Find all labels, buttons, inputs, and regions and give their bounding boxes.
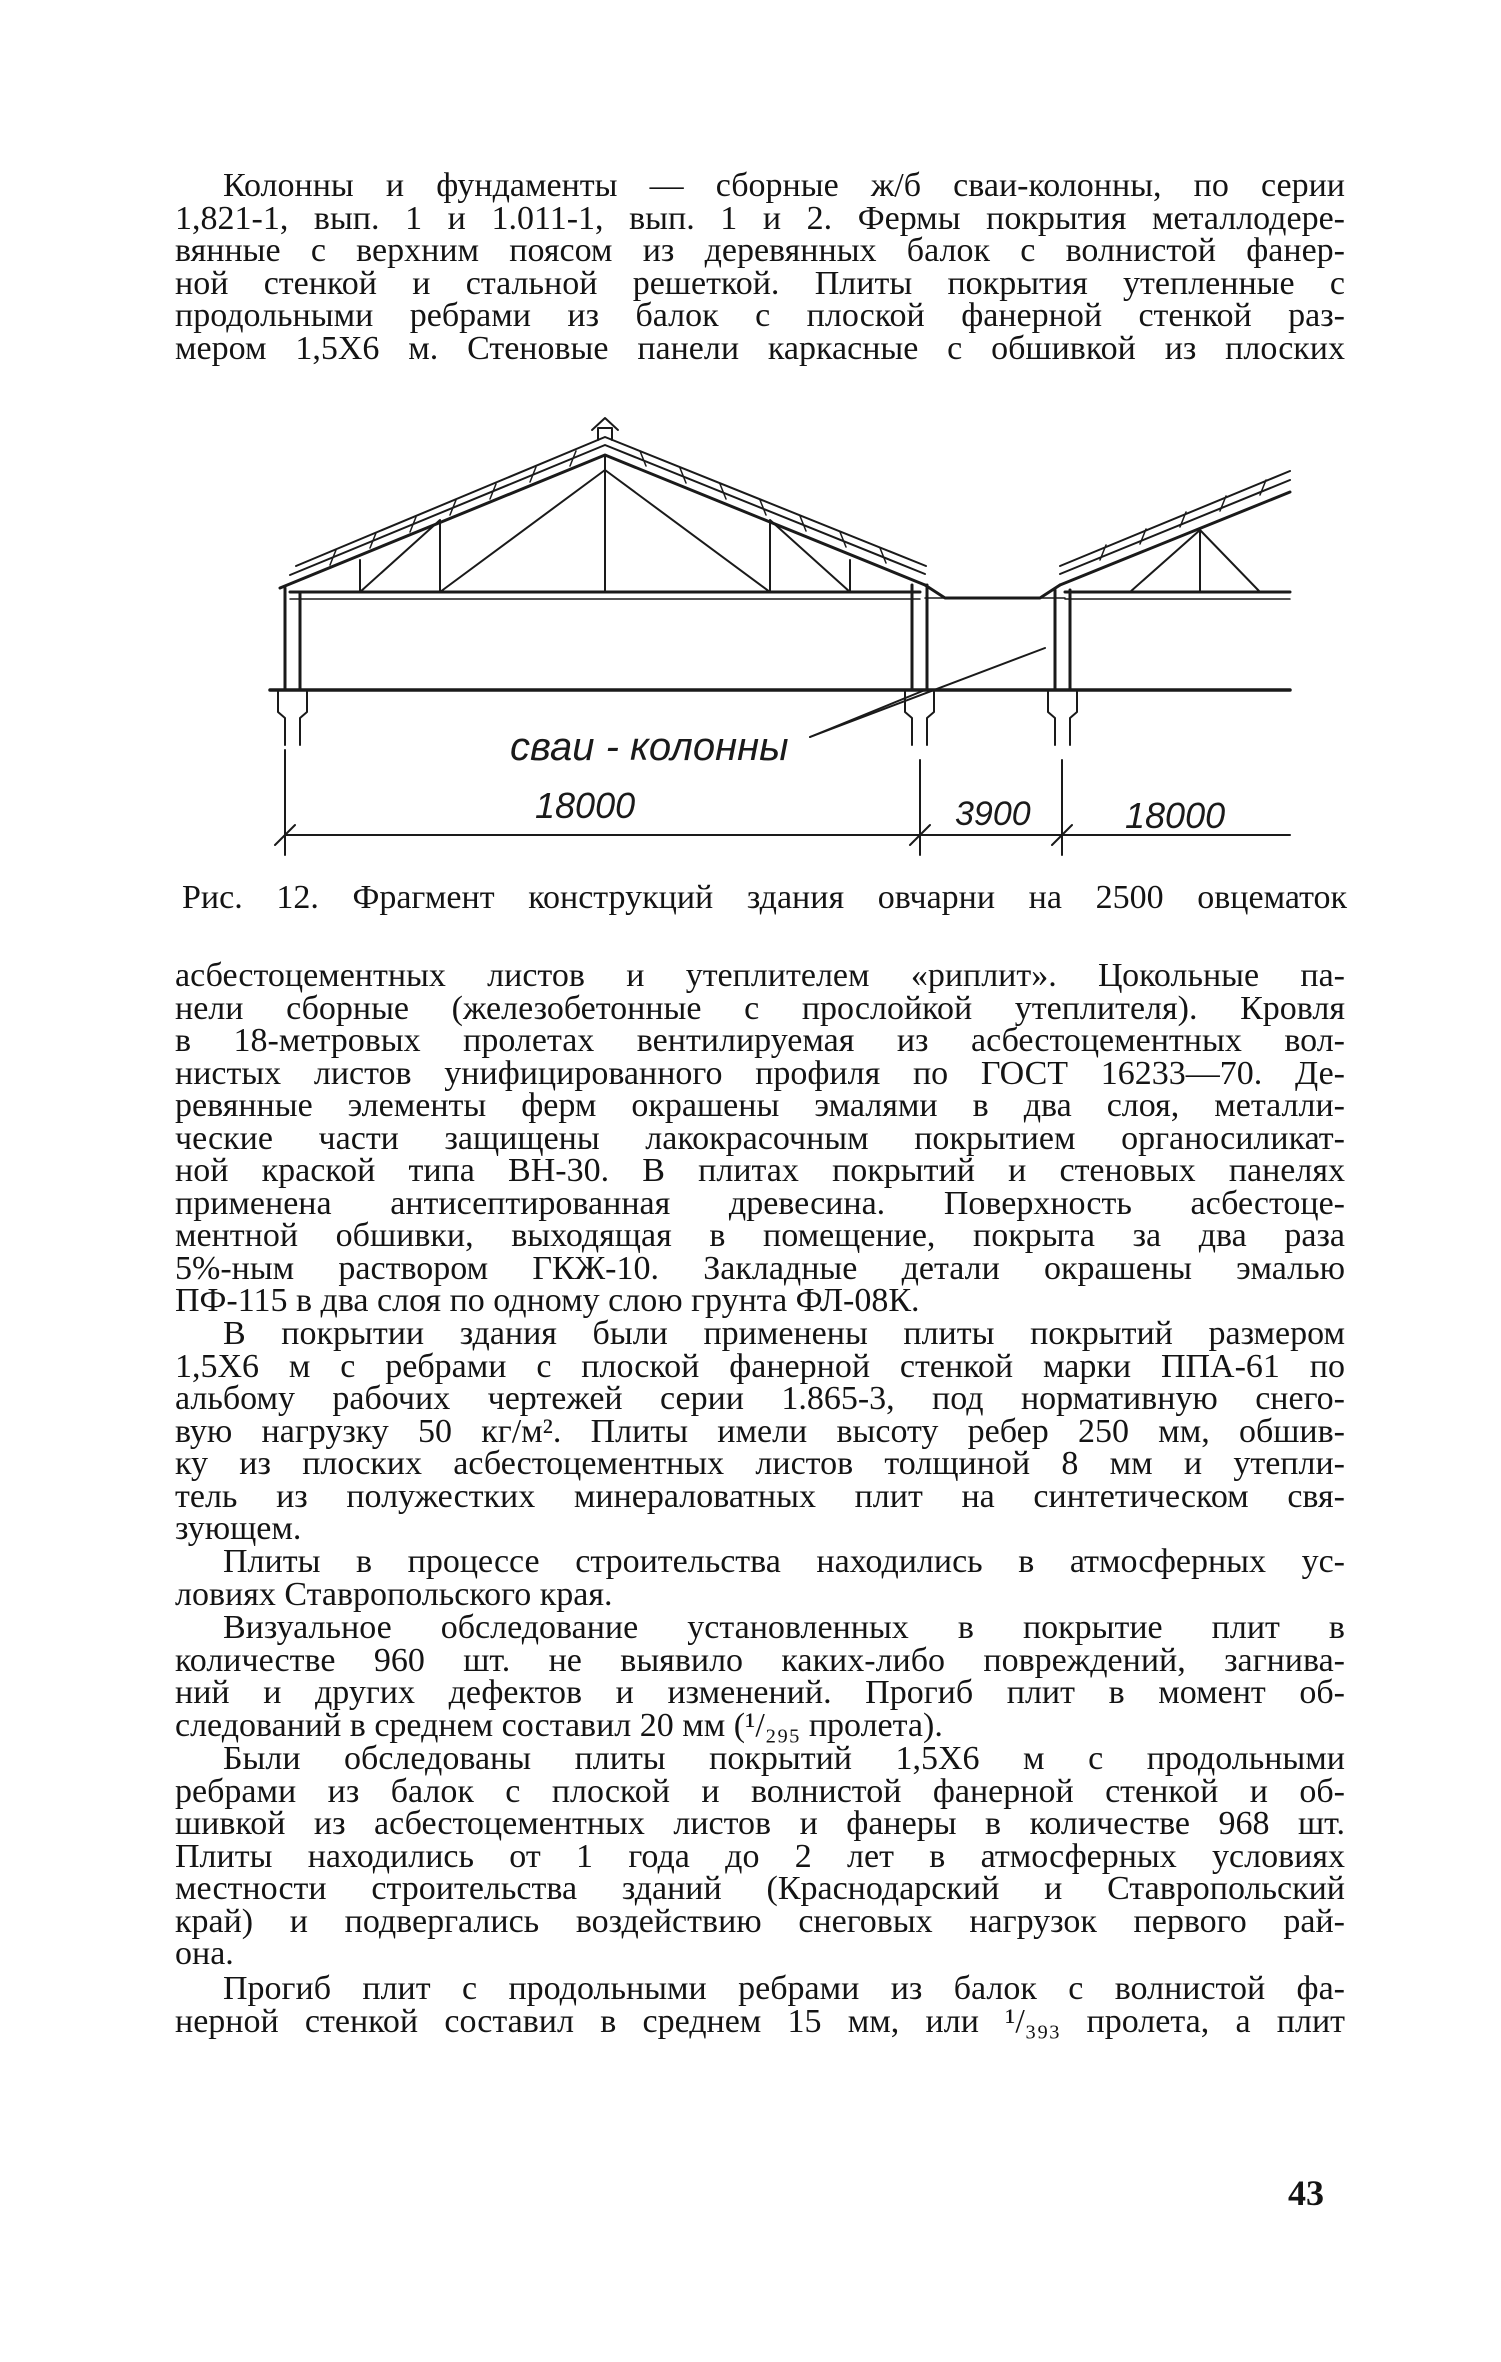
right-truss-web bbox=[1130, 530, 1260, 592]
text-line: ной краской типа ВН-30. В плитах покрытий и стеновых панелях bbox=[175, 1152, 1345, 1189]
text-line: следований в среднем составил 20 мм (¹/₂₉₅ пролета). bbox=[175, 1706, 943, 1744]
figure-caption: Рис. 12. Фрагмент конструкций здания овчарни на 2500 овцематок bbox=[182, 879, 1347, 916]
dimension-line bbox=[285, 750, 1290, 855]
text-line: Плиты находились от 1 года до 2 лет в атмосферных условиях bbox=[175, 1837, 1345, 1875]
text-line: нистых листов унифицированного профиля по ГОСТ 16233—70. Де- bbox=[175, 1054, 1345, 1092]
text-line: Плиты в процессе строительства находились в атмосферных ус- bbox=[223, 1543, 1345, 1580]
leader-line bbox=[810, 648, 1045, 737]
paragraph-4 bbox=[175, 1543, 1345, 1613]
text-line: продольными ребрами из балок с плоской фанерной стенкой раз- bbox=[175, 297, 1345, 334]
text-line: в 18-метровых пролетах вентилируемая из асбестоцементных вол- bbox=[175, 1022, 1345, 1059]
text-line: 1,821-1, вып. 1 и 1.011-1, вып. 1 и 2. Фермы покрытия металлодере- bbox=[175, 199, 1345, 237]
text-line: ловиях Ставропольского края. bbox=[175, 1575, 613, 1613]
text-line: она. bbox=[175, 1935, 234, 1972]
text-line: вянные с верхним поясом из деревянных балок с волнистой фанер- bbox=[175, 232, 1345, 269]
dimension-right-label: 18000 bbox=[1125, 795, 1226, 836]
text-line: асбестоцементных листов и утеплителем «риплит». Цокольные па- bbox=[175, 957, 1345, 994]
text-line: нерной стенкой составил в среднем 15 мм, или ¹/₃₉₃ пролета, а плит bbox=[175, 2002, 1345, 2040]
middle-pile-column-left bbox=[912, 585, 927, 690]
text-line: ний и других дефектов и изменений. Прогиб плит в момент об- bbox=[175, 1674, 1345, 1711]
text-line: ной стенкой и стальной решеткой. Плиты покрытия утепленные с bbox=[175, 264, 1345, 302]
left-pile-column bbox=[285, 588, 300, 690]
text-line: ревянные элементы ферм окрашены эмалями в два слоя, металли- bbox=[175, 1087, 1345, 1124]
paragraph-3 bbox=[175, 1315, 1345, 1547]
text-line: тель из полужестких минераловатных плит на синтетическом свя- bbox=[175, 1477, 1345, 1515]
dimension-middle-label: 3900 bbox=[955, 795, 1031, 833]
text-line: применена антисептированная древесина. Поверхность асбестоце- bbox=[175, 1184, 1345, 1222]
text-line: мером 1,5Х6 м. Стеновые панели каркасные с обшивкой из плоских bbox=[175, 329, 1345, 367]
text-line: количестве 960 шт. не выявило каких-либо повреждений, загнива- bbox=[175, 1641, 1345, 1679]
text-line: край) и подвергались воздействию снеговых нагрузок первого рай- bbox=[175, 1902, 1345, 1940]
dimension-left-label: 18000 bbox=[535, 785, 636, 826]
right-truss-top-chord bbox=[1060, 492, 1290, 585]
text-line: Колонны и фундаменты — сборные ж/б сваи-колонны, по серии bbox=[223, 167, 1345, 204]
left-truss-top-chord bbox=[280, 455, 925, 588]
text-line: ребрами из балок с плоской и волнистой фанерной стенкой и об- bbox=[175, 1772, 1345, 1810]
text-line: ку из плоских асбестоцементных листов толщиной 8 мм и утепли- bbox=[175, 1445, 1345, 1482]
text-line: нели сборные (железобетонные с прослойкой утеплителя). Кровля bbox=[175, 989, 1345, 1027]
text-line: В покрытии здания были применены плиты покрытий размером bbox=[223, 1315, 1345, 1352]
text-line: ментной обшивки, выходящая в помещение, покрыта за два раза bbox=[175, 1217, 1345, 1254]
pile-columns-label: сваи - колонны bbox=[510, 725, 789, 769]
page-number: 43 bbox=[1288, 2173, 1324, 2213]
text-line: ческие части защищены лакокрасочным покрытием органосиликат- bbox=[175, 1119, 1345, 1157]
paragraph-6 bbox=[175, 1740, 1345, 1972]
text-line: Прогиб плит с продольными ребрами из балок с волнистой фа- bbox=[223, 1970, 1345, 2007]
text-line: Визуальное обследование установленных в покрытие плит в bbox=[223, 1609, 1345, 1646]
text-line: Были обследованы плиты покрытий 1,5Х6 м с продольными bbox=[223, 1740, 1345, 1777]
text-line: альбому рабочих чертежей серии 1.865-3, под нормативную снего- bbox=[175, 1380, 1345, 1417]
text-line: зующем. bbox=[175, 1510, 302, 1547]
ridge-vent bbox=[592, 418, 618, 440]
text-line: ПФ-115 в два слоя по одному слою грунта ФЛ-08К. bbox=[175, 1282, 920, 1319]
text-line: 5%-ным раствором ГКЖ-10. Закладные детали окрашены эмалью bbox=[175, 1249, 1345, 1287]
text-line: 1,5Х6 м с ребрами с плоской фанерной стенкой марки ППА-61 по bbox=[175, 1347, 1345, 1385]
paragraph-1 bbox=[175, 167, 1345, 367]
text-line: шивкой из асбестоцементных листов и фанеры в количестве 968 шт. bbox=[175, 1805, 1345, 1842]
paragraph-7 bbox=[175, 1970, 1345, 2040]
paragraph-2 bbox=[175, 957, 1345, 1319]
text-line: вую нагрузку 50 кг/м². Плиты имели высоту ребер 250 мм, обшив- bbox=[175, 1412, 1345, 1450]
text-line: местности строительства зданий (Краснодарский и Ставропольский bbox=[175, 1870, 1345, 1907]
left-truss-web bbox=[360, 455, 850, 592]
paragraph-5 bbox=[175, 1609, 1345, 1744]
middle-pile-column-right bbox=[1055, 590, 1070, 690]
valley-gutter bbox=[925, 585, 1060, 598]
